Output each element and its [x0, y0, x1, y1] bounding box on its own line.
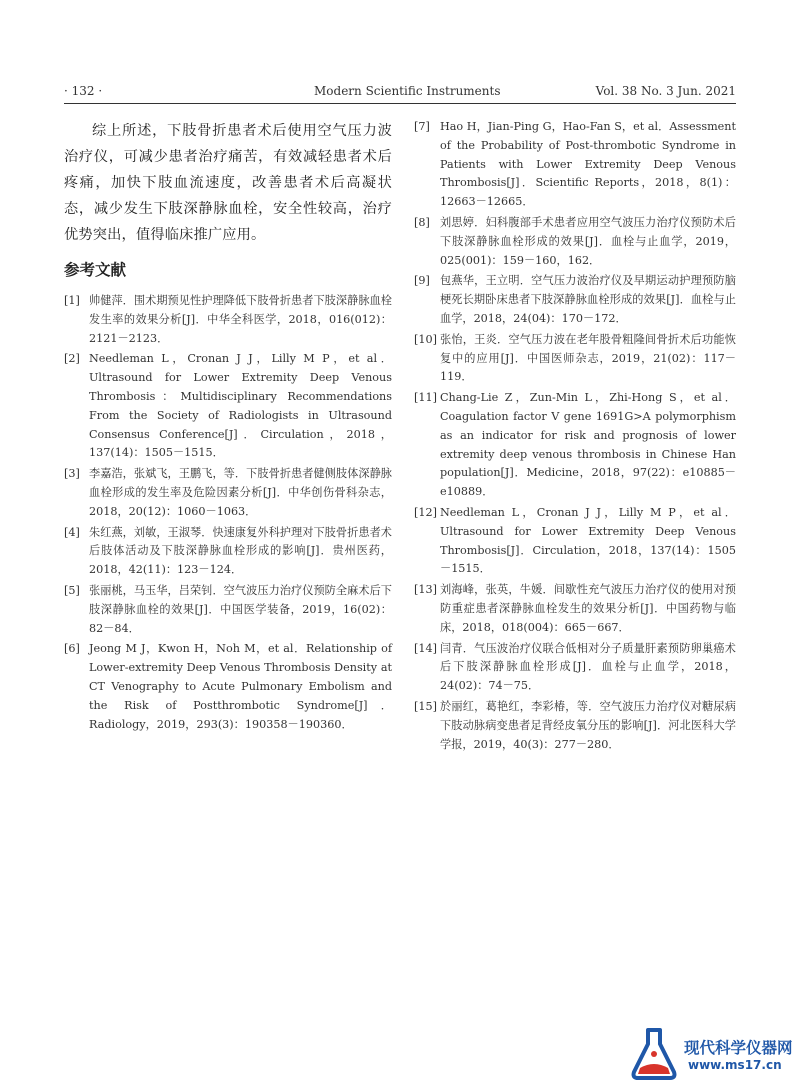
reference-number: [12]: [414, 505, 437, 519]
reference-text: 包燕华，王立明．空气压力波治疗仪及早期运动护理预防脑梗死长期卧床患者下肢深静脉血栓形成的效果[J]．血栓与止血学，2018，24(04)：170－172．: [440, 274, 736, 325]
page-number: · 132 ·: [64, 84, 103, 98]
reference-number: [13]: [414, 583, 437, 597]
reference-text: 张怡，王炎．空气压力波在老年股骨粗隆间骨折术后功能恢复中的应用[J]．中国医师杂志，2019，21(02)：117－119．: [440, 332, 736, 384]
reference-item: [64, 640, 392, 734]
watermark-flask-icon: [626, 1024, 682, 1082]
reference-text: Hao H，Jian-Ping G，Hao-Fan S，et al．Assessment of the Probability of Post-thrombotic Syndrome in Patients with Lower Extremity Deep Venous Thrombosis[J]．Scientific Reports，2018，8(1)：12663－12665．: [440, 120, 736, 209]
reference-item: [64, 292, 392, 348]
reference-list-left: [64, 292, 392, 734]
reference-number: [4]: [64, 525, 80, 539]
running-header: [64, 84, 736, 102]
reference-number: [5]: [64, 583, 80, 597]
reference-text: Chang-Lie Z，Zun-Min L，Zhi-Hong S，et al．Coagulation factor V gene 1691G>A polymorphism as an indicator for risk and prognosis of lower extremity deep venous thrombosis in Chinese Han population[J]．Medicine，2018，97(22)：e10885－e10889．: [440, 391, 736, 499]
reference-number: [6]: [64, 642, 80, 656]
reference-text: 闫青．气压波治疗仪联合低相对分子质量肝素预防卵巢癌术后下肢深静脉血栓形成[J]．血栓与止血学，2018，24(02)：74－75．: [440, 641, 736, 693]
header-rule: [64, 103, 736, 104]
site-watermark: [626, 1024, 796, 1082]
watermark-name: 现代科学仪器网: [684, 1039, 793, 1057]
reference-item: [64, 350, 392, 463]
reference-number: [8]: [414, 215, 430, 229]
reference-item: [414, 698, 736, 754]
reference-text: Jeong M J，Kwon H，Noh M，et al．Relationship of Lower-extremity Deep Venous Thrombosis Density at CT Venography to Acute Pulmonary Embolism and the Risk of Postthrombotic Syndrome[J]．Radiology，2019，293(3)：190358－190360．: [89, 642, 392, 731]
reference-text: Needleman L，Cronan J J，Lilly M P，et al．Ultrasound for Lower Extremity Deep Venous Thrombosis：Multidisciplinary Recommendations From the Society of Radiologists in Ultrasound Consensus Conference[J]．Circulation，2018，137(14)：1505－1515．: [89, 352, 392, 460]
reference-item: [414, 331, 736, 387]
reference-number: [11]: [414, 391, 437, 405]
reference-number: [2]: [64, 352, 80, 366]
reference-text: 刘思婷．妇科腹部手术患者应用空气波压力治疗仪预防术后下肢深静脉血栓形成的效果[J]．血栓与止血学，2019，025(001)：159－160，162．: [440, 215, 736, 267]
volume-info: Vol. 38 No. 3 Jun. 2021: [595, 84, 736, 98]
reference-number: [1]: [64, 294, 80, 307]
reference-text: 刘海峰，张英，牛媛．间歇性充气波压力治疗仪的使用对预防重症患者深静脉血栓发生的效果分析[J]．中国药物与临床，2018，018(004)：665－667．: [440, 583, 736, 634]
reference-item: [64, 524, 392, 580]
reference-item: [64, 465, 392, 521]
reference-number: [14]: [414, 641, 437, 655]
reference-item: [414, 581, 736, 637]
reference-number: [7]: [414, 120, 430, 133]
reference-text: 帅健萍．围术期预见性护理降低下肢骨折患者下肢深静脉血栓发生率的效果分析[J]．中华全科医学，2018，016(012)：2121－2123．: [89, 294, 392, 345]
reference-item: [414, 504, 736, 579]
right-column: [414, 118, 736, 756]
reference-item: [414, 118, 736, 212]
reference-list-right: [414, 118, 736, 754]
reference-text: Needleman L，Cronan J J，Lilly M P，et al．Ultrasound for Lower Extremity Deep Venous Thrombosis[J]．Circulation，2018，137(14)：1505－1515．: [440, 505, 736, 576]
reference-item: [414, 272, 736, 328]
watermark-url: www.ms17.cn: [688, 1058, 782, 1072]
references-heading: 参考文献: [64, 261, 127, 279]
reference-number: [15]: [414, 699, 437, 713]
journal-name: Modern Scientific Instruments: [314, 84, 501, 98]
reference-text: 张丽桃，马玉华，吕荣钊．空气波压力治疗仪预防全麻术后下肢深静脉血栓的效果[J]．中国医学装备，2019，16(02)：82－84．: [89, 583, 392, 635]
reference-item: [414, 389, 736, 502]
reference-text: 李嘉浩，张斌飞，王鹏飞，等．下肢骨折患者健侧肢体深静脉血栓形成的发生率及危险因素分析[J]．中华创伤骨科杂志，2018，20(12)：1060－1063．: [89, 467, 392, 518]
reference-number: [9]: [414, 274, 430, 288]
reference-item: [414, 214, 736, 270]
reference-text: 於丽红，葛艳红，李彩椿，等．空气波压力治疗仪对糖尿病下肢动脉病变患者足背经皮氧分压的影响[J]．河北医科大学学报，2019，40(3)：277－280．: [440, 699, 736, 751]
reference-item: [64, 582, 392, 638]
left-column: [64, 118, 392, 736]
reference-item: [414, 640, 736, 696]
reference-number: [3]: [64, 467, 80, 481]
conclusion-paragraph: 综上所述，下肢骨折患者术后使用空气压力波治疗仪，可减少患者治疗痛苦，有效减轻患者术后疼痛，加快下肢血流速度，改善患者术后高凝状态，减少发生下肢深静脉血栓，安全性较高，治疗优势突出，值得临床推广应用。: [64, 123, 392, 243]
reference-text: 朱红燕，刘敏，王淑琴．快速康复外科护理对下肢骨折患者术后肢体活动及下肢深静脉血栓形成的影响[J]．贵州医药，2018，42(11)：123－124．: [89, 525, 392, 577]
reference-number: [10]: [414, 332, 437, 346]
